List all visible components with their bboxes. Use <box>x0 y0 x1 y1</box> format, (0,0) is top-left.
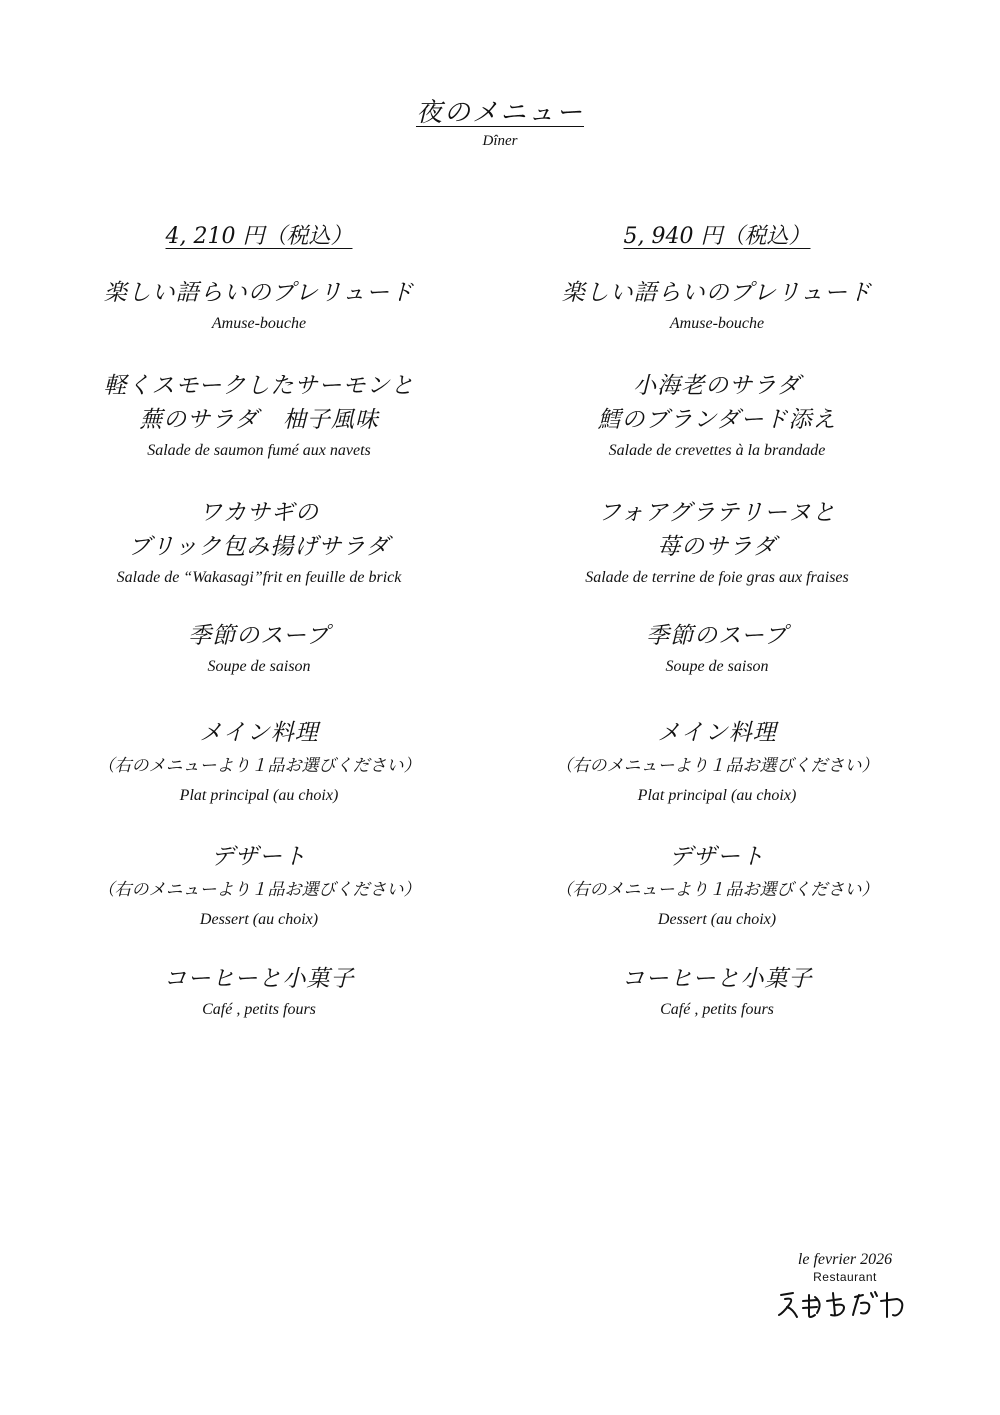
menu-course <box>507 619 927 681</box>
course-name-ja: 楽しい語らいのプレリュード <box>561 280 873 306</box>
menu-course <box>507 276 927 338</box>
menu-title: 夜のメニュー <box>415 98 584 128</box>
menu-course <box>49 496 469 592</box>
course-note: （右のメニューより１品お選びください） <box>555 756 879 776</box>
course-name-ja: 蕪のサラダ 柚子風味 <box>139 407 379 433</box>
menu-course <box>49 369 469 465</box>
menu-course <box>507 962 927 1024</box>
course-name-ja: デザート <box>211 844 307 870</box>
course-column-right <box>507 222 927 1024</box>
restaurant-logo <box>770 1287 920 1325</box>
price-label: 4, 210 円（税込） <box>165 224 353 249</box>
menu-course <box>49 619 469 681</box>
course-name-fr: Café , petits fours <box>660 1001 774 1018</box>
restaurant-label: Restaurant <box>813 1270 877 1284</box>
course-name-fr: Salade de terrine de foie gras aux fraises <box>585 569 849 586</box>
menu-course <box>507 496 927 592</box>
course-name-fr: Dessert (au choix) <box>199 911 319 928</box>
menu-course <box>49 716 469 810</box>
menu-course <box>49 962 469 1024</box>
course-note: （右のメニューより１品お選びください） <box>97 756 421 776</box>
course-name-ja: メイン料理 <box>657 720 777 746</box>
menu-header <box>0 92 1000 150</box>
course-name-fr: Soupe de saison <box>207 658 311 675</box>
course-name-fr: Café , petits fours <box>202 1001 316 1018</box>
course-name-ja: 軽くスモークしたサーモンと <box>103 373 415 399</box>
course-note: （右のメニューより１品お選びください） <box>555 880 879 900</box>
course-name-ja: 鱈のブランダード添え <box>597 407 837 433</box>
course-name-ja: コーヒーと小菓子 <box>621 966 813 992</box>
footer <box>770 1250 920 1325</box>
course-name-ja: 楽しい語らいのプレリュード <box>103 280 415 306</box>
course-name-fr: Dessert (au choix) <box>657 911 777 928</box>
course-name-ja: 苺のサラダ <box>657 534 777 560</box>
course-name-ja: 小海老のサラダ <box>633 373 801 399</box>
course-name-ja: 季節のスープ <box>188 623 330 649</box>
course-name-fr: Salade de crevettes à la brandade <box>608 442 826 459</box>
course-note: （右のメニューより１品お選びください） <box>97 880 421 900</box>
course-name-ja: メイン料理 <box>199 720 319 746</box>
restaurant-logo-script <box>775 1287 915 1321</box>
menu-course <box>49 840 469 934</box>
course-name-fr: Soupe de saison <box>665 658 769 675</box>
course-name-ja: ワカサギの <box>199 500 319 526</box>
course-name-fr: Plat principal (au choix) <box>179 787 339 804</box>
course-name-fr: Plat principal (au choix) <box>637 787 797 804</box>
course-name-ja: コーヒーと小菓子 <box>163 966 355 992</box>
course-name-fr: Salade de saumon fumé aux navets <box>147 442 371 459</box>
price-label: 5, 940 円（税込） <box>623 224 811 249</box>
menu-course <box>507 840 927 934</box>
course-name-ja: ブリック包み揚げサラダ <box>128 534 390 560</box>
course-name-fr: Amuse-bouche <box>669 315 765 332</box>
course-name-ja: フォアグラテリーヌと <box>597 500 837 526</box>
menu-course <box>507 716 927 810</box>
course-column-left <box>49 222 469 1024</box>
menu-course <box>49 276 469 338</box>
course-name-ja: 季節のスープ <box>646 623 788 649</box>
course-name-ja: デザート <box>669 844 765 870</box>
menu-course <box>507 369 927 465</box>
course-name-fr: Salade de “Wakasagi”frit en feuille de brick <box>116 569 402 586</box>
menu-date: le fevrier 2026 <box>797 1251 893 1268</box>
course-name-fr: Amuse-bouche <box>211 315 307 332</box>
menu-subtitle: Dîner <box>482 133 518 149</box>
